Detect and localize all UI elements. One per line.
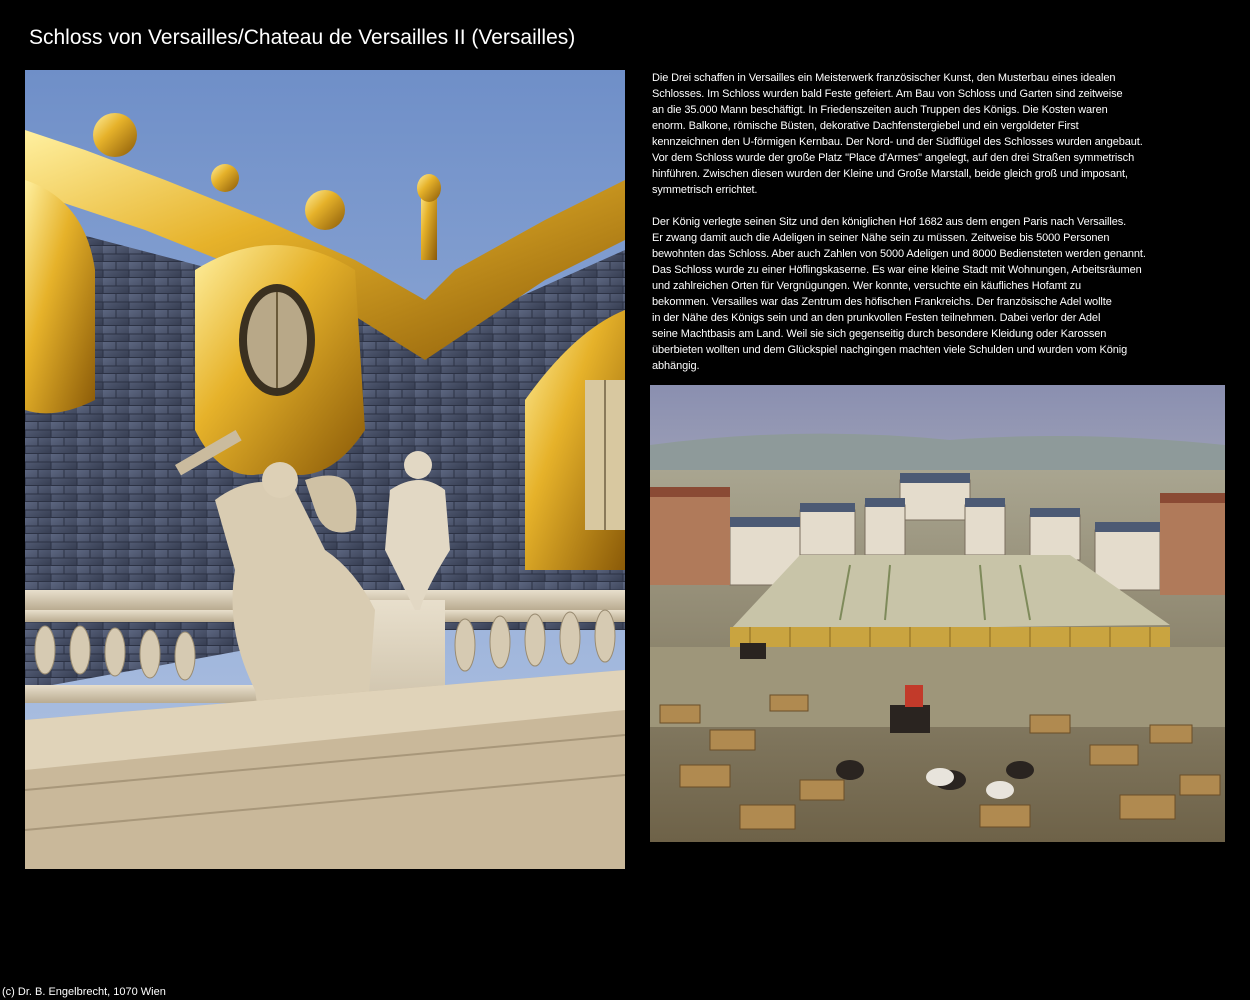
text-line: symmetrisch errichtet. <box>652 184 758 196</box>
text-line: Vor dem Schloss wurde der große Platz "Place d'Armes" angelegt, auf den drei Straßen symmetrisch <box>652 152 1135 164</box>
copyright-notice: (c) Dr. B. Engelbrecht, 1070 Wien <box>2 986 166 998</box>
paragraph-2 <box>652 214 1227 374</box>
text-line: an die 35.000 Mann beschäftigt. In Friedenszeiten auch Truppen des Königs. Die Kosten waren <box>652 104 1108 116</box>
article-text <box>652 70 1227 374</box>
text-line: bekommen. Versailles war das Zentrum des höfischen Frankreichs. Der französische Adel wollte <box>652 296 1112 308</box>
paragraph-spacer <box>652 198 1227 214</box>
text-line: abhängig. <box>652 360 700 372</box>
text-line: kennzeichnen den U-förmigen Kernbau. Der Nord- und der Südflügel des Schlosses wurden angebaut. <box>652 136 1143 148</box>
text-line: Das Schloss wurde zu einer Höflingskaserne. Es war eine kleine Stadt mit Wohnungen, Arbeitsräumen <box>652 264 1142 276</box>
text-line: seine Machtbasis am Land. Weil sie sich gegenseitig durch besondere Kleidung oder Karossen <box>652 328 1107 340</box>
text-line: Schlosses. Im Schloss wurden bald Feste gefeiert. Am Bau von Schloss und Garten sind zeitweise <box>652 88 1123 100</box>
text-line: hinführen. Zwischen diesen wurden der Kleine und Große Marstall, beide gleich groß und imposant, <box>652 168 1128 180</box>
text-line: überbieten wollten und dem Glückspiel nachgingen machten viele Schulden und wurden vom König <box>652 344 1128 356</box>
text-line: Die Drei schaffen in Versailles ein Meisterwerk französischer Kunst, den Musterbau eines idealen <box>652 72 1116 84</box>
text-line: bewohnten das Schloss. Aber auch Zahlen von 5000 Adeligen und 8000 Bediensteten werden genannt. <box>652 248 1146 260</box>
text-line: und zahlreichen Orten für Vergnügungen. Wer konnte, versuchte ein käufliches Hofamt zu <box>652 280 1082 292</box>
page-title: Schloss von Versailles/Chateau de Versailles II (Versailles) <box>29 26 576 49</box>
text-line: Er zwang damit auch die Adeligen in seiner Nähe sein zu müssen. Zeitweise bis 5000 Personen <box>652 232 1110 244</box>
text-line: enorm. Balkone, römische Büsten, dekorative Dachfenstergiebel und ein vergoldeter First <box>652 120 1079 132</box>
palace-painting-photo <box>650 385 1225 842</box>
roof-detail-photo <box>25 70 625 869</box>
paragraph-1 <box>652 70 1227 198</box>
text-line: in der Nähe des Königs sein und an den prunkvollen Festen teilnehmen. Dabei verlor der Adel <box>652 312 1101 324</box>
text-line: Der König verlegte seinen Sitz und den königlichen Hof 1682 aus dem engen Paris nach Versailles. <box>652 216 1127 228</box>
